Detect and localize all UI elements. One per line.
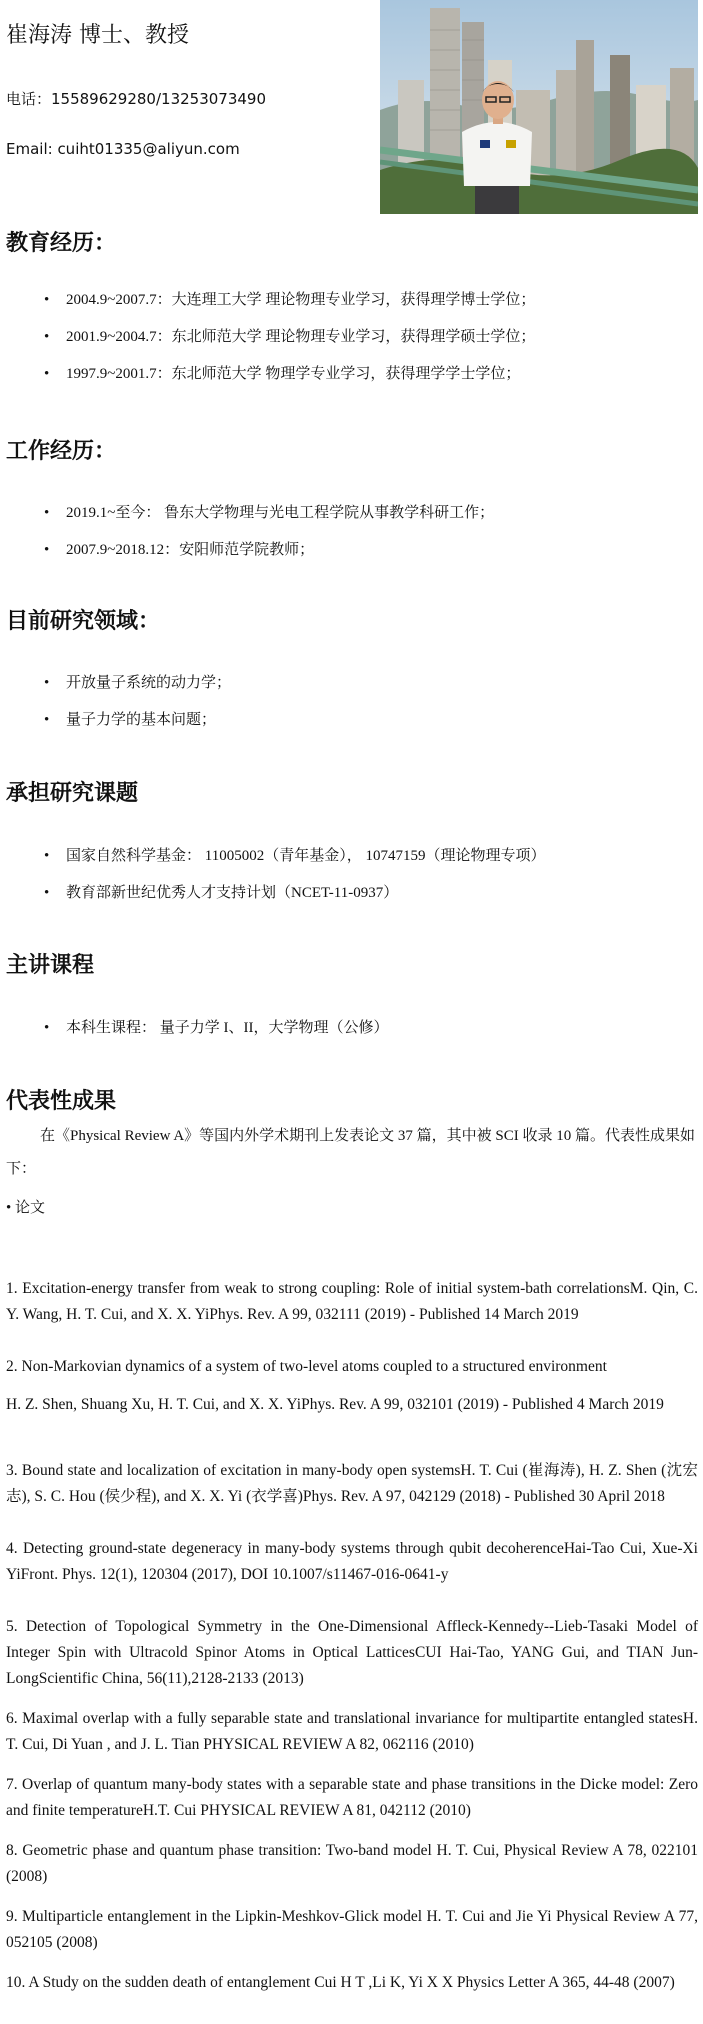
- paper-item: H. Z. Shen, Shuang Xu, H. T. Cui, and X. X. YiPhys. Rev. A 99, 032101 (2019) - Published 4 March 2019: [6, 1396, 664, 1413]
- list-item: • 量子力学的基本问题；: [0, 702, 680, 739]
- paper-item: 7. Overlap of quantum many-body states with a separable state and phase transitions in the Dicke model: Zero and finite temperatureH.T. Cui PHYSICAL REVIEW A 81, 042112 (2010): [6, 1776, 698, 1819]
- list-item: • 2007.9~2018.12：安阳师范学院教师；: [0, 532, 680, 569]
- paper-item: 3. Bound state and localization of excitation in many-body open systemsH. T. Cui (崔海涛), H. Z. Shen (沈宏志), S. C. Hou (侯少程), and X. X. Yi (衣学喜)Phys. Rev. A 97, 042129 (2018) - Published 30 April 2018: [6, 1462, 698, 1505]
- section-title-projects: 承担研究课题: [6, 781, 139, 806]
- paper-item: 2. Non-Markovian dynamics of a system of two-level atoms coupled to a structured environment: [6, 1358, 607, 1375]
- papers-label: • 论文: [6, 1200, 46, 1216]
- outcomes-intro: 在《Physical Review A》等国内外学术期刊上发表论文 37 篇，其中被 SCI 收录 10 篇。代表性成果如下：: [6, 1128, 696, 1177]
- paper-item: 10. A Study on the sudden death of entanglement Cui H T ,Li K, Yi X X Physics Letter A 365, 44-48 (2007): [6, 1974, 675, 1991]
- list-item: • 教育部新世纪优秀人才支持计划（NCET-11-0937）: [0, 875, 680, 912]
- section-title-outcomes: 代表性成果: [6, 1089, 117, 1114]
- projects-list: [0, 838, 680, 912]
- portrait-photo: [380, 0, 698, 214]
- list-item: • 2001.9~2004.7：东北师范大学 理论物理专业学习，获得理学硕士学位；: [0, 319, 680, 356]
- paper-item: 6. Maximal overlap with a fully separable state and translational invariance for multipartite entangled statesH. T. Cui, Di Yuan , and J. L. Tian PHYSICAL REVIEW A 82, 062116 (2010): [6, 1710, 698, 1753]
- courses-list: [0, 1010, 680, 1047]
- email-address: Email: cuiht01335@aliyun.com: [6, 140, 240, 158]
- work-list: [0, 495, 680, 569]
- section-title-research: 目前研究领域：: [6, 609, 161, 634]
- research-list: [0, 665, 680, 739]
- section-title-education: 教育经历：: [6, 231, 117, 256]
- education-list: [0, 282, 680, 393]
- list-item: • 2019.1~至今： 鲁东大学物理与光电工程学院从事教学科研工作；: [0, 495, 680, 532]
- list-item: • 开放量子系统的动力学；: [0, 665, 680, 702]
- section-title-courses: 主讲课程: [6, 953, 95, 978]
- section-title-work: 工作经历：: [6, 439, 117, 464]
- list-item: • 1997.9~2001.7：东北师范大学 物理学专业学习，获得理学学士学位；: [0, 356, 680, 393]
- list-item: • 2004.9~2007.7：大连理工大学 理论物理专业学习，获得理学博士学位；: [0, 282, 680, 319]
- list-item: • 本科生课程： 量子力学 I、II，大学物理（公修）: [0, 1010, 680, 1047]
- paper-item: 1. Excitation-energy transfer from weak to strong coupling: Role of initial system-bath correlationsM. Qin, C. Y. Wang, H. T. Cui, and X. X. YiPhys. Rev. A 99, 032111 (2019) - Published 14 March 2019: [6, 1280, 698, 1323]
- paper-item: 4. Detecting ground-state degeneracy in many-body systems through qubit decoherenceHai-Tao Cui, Xue-Xi YiFront. Phys. 12(1), 120304 (2017), DOI 10.1007/s11467-016-0641-y: [6, 1540, 698, 1583]
- phone-number: 电话：15589629280/13253073490: [6, 90, 267, 108]
- paper-item: 8. Geometric phase and quantum phase transition: Two-band model H. T. Cui, Physical Review A 78, 022101 (2008): [6, 1842, 698, 1885]
- paper-item: 5. Detection of Topological Symmetry in the One-Dimensional Affleck-Kennedy--Lieb-Tasaki Model of Integer Spin with Ultracold Spinor Atoms in Optical LatticesCUI Hai-Tao, YANG Gui, and TIAN Jun-LongScientific China, 56(11),2128-2133 (2013): [6, 1618, 698, 1687]
- name-title: 崔海涛 博士、教授: [6, 23, 189, 48]
- list-item: • 国家自然科学基金： 11005002（青年基金）， 10747159（理论物理专项）: [0, 838, 680, 875]
- paper-item: 9. Multiparticle entanglement in the Lipkin-Meshkov-Glick model H. T. Cui and Jie Yi Physical Review A 77, 052105 (2008): [6, 1908, 698, 1951]
